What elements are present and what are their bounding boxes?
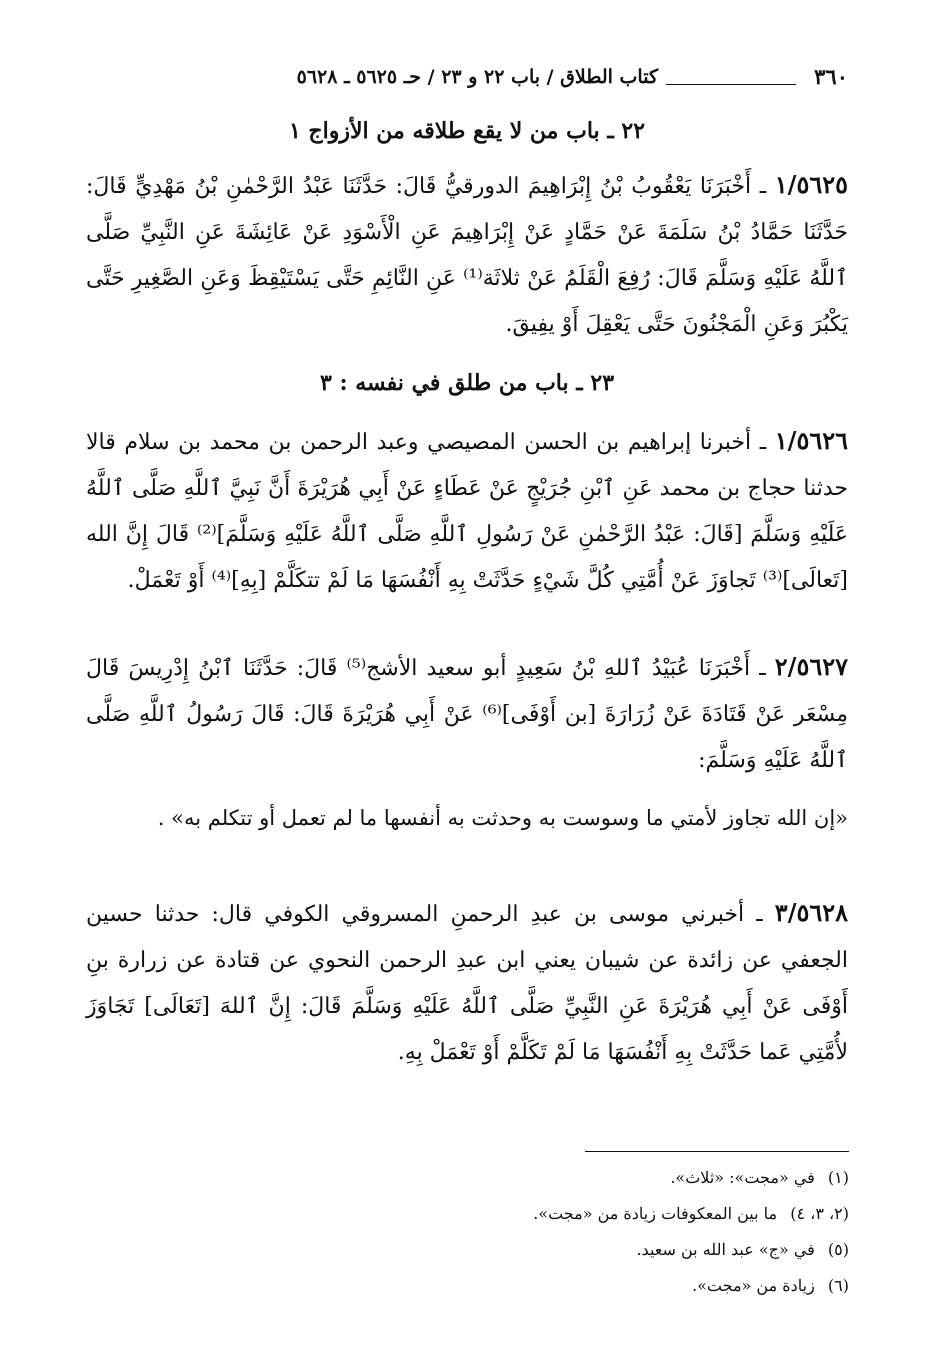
running-header [86, 60, 848, 100]
footnote-mark: (٦) [827, 1276, 849, 1295]
hadith-text: ـ أخبرنا إبراهيم بن الحسن المصيصي وعبد الرحمن بن محمد بن سلام قالا حدثنا حجاج بن محمد عَنِ ٱبْنِ جُرَيْجٍ عَنْ عَطَاءٍ عَنْ أَبِي هُرَيْرَةَ أَنَّ نَبِيَّ ٱللَّهِ صَلَّى ٱللَّهُ عَلَيْهِ وَسَلَّمَ [قَالَ: عَبْدُ الرَّحْمٰنِ عَنْ رَسُولِ ٱللَّهِ صَلَّى ٱللَّهُ عَلَيْهِ وَسَلَّمَ]⁽²⁾ قَالَ إِنَّ الله [تَعالَى]⁽³⁾ تَجاوَزَ عَنْ أُمَّتِي كُلَّ شَيْءٍ حَدَّثَتْ بِهِ أَنْفُسَهَا مَا لَمْ تتكَلَّمْ [بِهِ]⁽⁴⁾ أَوْ تَعْمَلْ. [86, 430, 848, 593]
footnote-text: في «ج» عبد الله بن سعيد. [636, 1240, 815, 1259]
hadith-number: ١/٥٦٢٦ [774, 426, 848, 455]
footnote-1 [349, 1160, 849, 1196]
hadith-5627 [86, 644, 848, 784]
footnote-mark: (٢، ٣، ٤) [790, 1204, 849, 1223]
page-number: ٣٦٠ [814, 64, 848, 89]
footnote-2-4 [349, 1196, 849, 1232]
footnote-6 [349, 1268, 849, 1304]
hadith-text: ـ أَخْبَرَنَا عُبَيْدُ ٱللهِ بْنُ سَعِيدٍ أبو سعيد الأشج⁽⁵⁾ قَالَ: حَدَّثَنَا ٱبْنُ إِدْرِيسَ قَالَ مِسْعَر عَنْ قَتَادَةَ عَنْ زُرَارَةَ [بن أَوْفَى]⁽⁶⁾ عَنْ أَبِي هُرَيْرَةَ قَالَ: قَالَ رَسُولُ ٱللَّهِ صَلَّى ٱللَّهُ عَلَيْهِ وَسَلَّمَ: [86, 656, 848, 773]
footnote-mark: (١) [827, 1168, 849, 1187]
hadith-number: ٣/٥٦٢٨ [774, 898, 849, 927]
hadith-text: ـ أخبرني موسى بن عبدِ الرحمنِ المسروقي الكوفي قال: حدثنا حسين الجعفي عن زائدة عن شيبان يعني ابن عبدِ الرحمن النحوي عن قتادة عن زرارة بنِ أَوْفَى عَنْ أَبِي هُرَيْرَةَ عَنِ النَّبِيِّ صَلَّى ٱللَّهُ عَلَيْهِ وَسَلَّمَ قَالَ: إِنَّ ٱللهَ [تَعَالَى] تَجَاوَزَ لأُمَّتِي عَما حَدَّثَتْ بِهِ أَنْفُسَهَا مَا لَمْ تَكَلَّمْ أَوْ تَعْمَلْ بِهِ. [86, 902, 848, 1065]
hadith-text: ـ أَخْبَرَنَا يَعْقُوبُ بْنُ إِبْرَاهِيمَ الدورقيُّ قَالَ: حَدَّثَنَا عَبْدُ الرَّحْمٰنِ بْنُ مَهْدِيٍّ قَالَ: حَدَّثَنَا حَمَّادُ بْنُ سَلَمَةَ عَنْ حَمَّادٍ عَنْ إِبْرَاهِيمَ عَنِ الْأَسْوَدِ عَنْ عَائِشَةَ عَنِ النَّبِيِّ صَلَّى ٱللَّهُ عَلَيْهِ وَسَلَّمَ قَالَ: رُفِعَ الْقَلَمُ عَنْ ثلاثَة⁽¹⁾ عَنِ النَّائِمِ حَتَّى يَسْتَيْقِظَ وَعَنِ الصَّغِيرِ حَتَّى يَكْبُرَ وَعَنِ الْمَجْنُونَ حَتَّى يَعْقِلَ أَوْ يفِيقَ. [86, 174, 848, 337]
hadith-5625 [86, 162, 848, 348]
footnote-text: زيادة من «مجت». [692, 1276, 815, 1295]
running-title: كتاب الطلاق / باب ٢٢ و ٢٣ / حـ ٥٦٢٥ ـ ٥٦٢٨ [296, 66, 658, 88]
hadith-number: ٢/٥٦٢٧ [774, 652, 848, 681]
footnote-text: ما بين المعكوفات زيادة من «مجت». [533, 1204, 778, 1223]
chapter-heading-23: ٢٣ ـ باب من طلق في نفسه : ٣ [319, 370, 615, 396]
chapter-heading-22: ٢٢ ـ باب من لا يقع طلاقه من الأزواج ١ [288, 118, 646, 144]
footnote-separator [585, 1151, 849, 1152]
footnote-mark: (٥) [827, 1240, 849, 1259]
footnote-5 [349, 1232, 849, 1268]
footnotes [349, 1160, 849, 1304]
footnote-text: في «مجت»: «ثلاث». [670, 1168, 815, 1187]
hadith-5626 [86, 418, 848, 604]
header-rule [666, 84, 796, 85]
hadith-5628 [86, 890, 848, 1076]
hadith-quote: «إن الله تجاوز لأمتي ما وسوست به وحدثت به أنفسها ما لم تعمل أو تتكلم به» . [157, 806, 848, 830]
hadith-number: ١/٥٦٢٥ [774, 170, 848, 199]
